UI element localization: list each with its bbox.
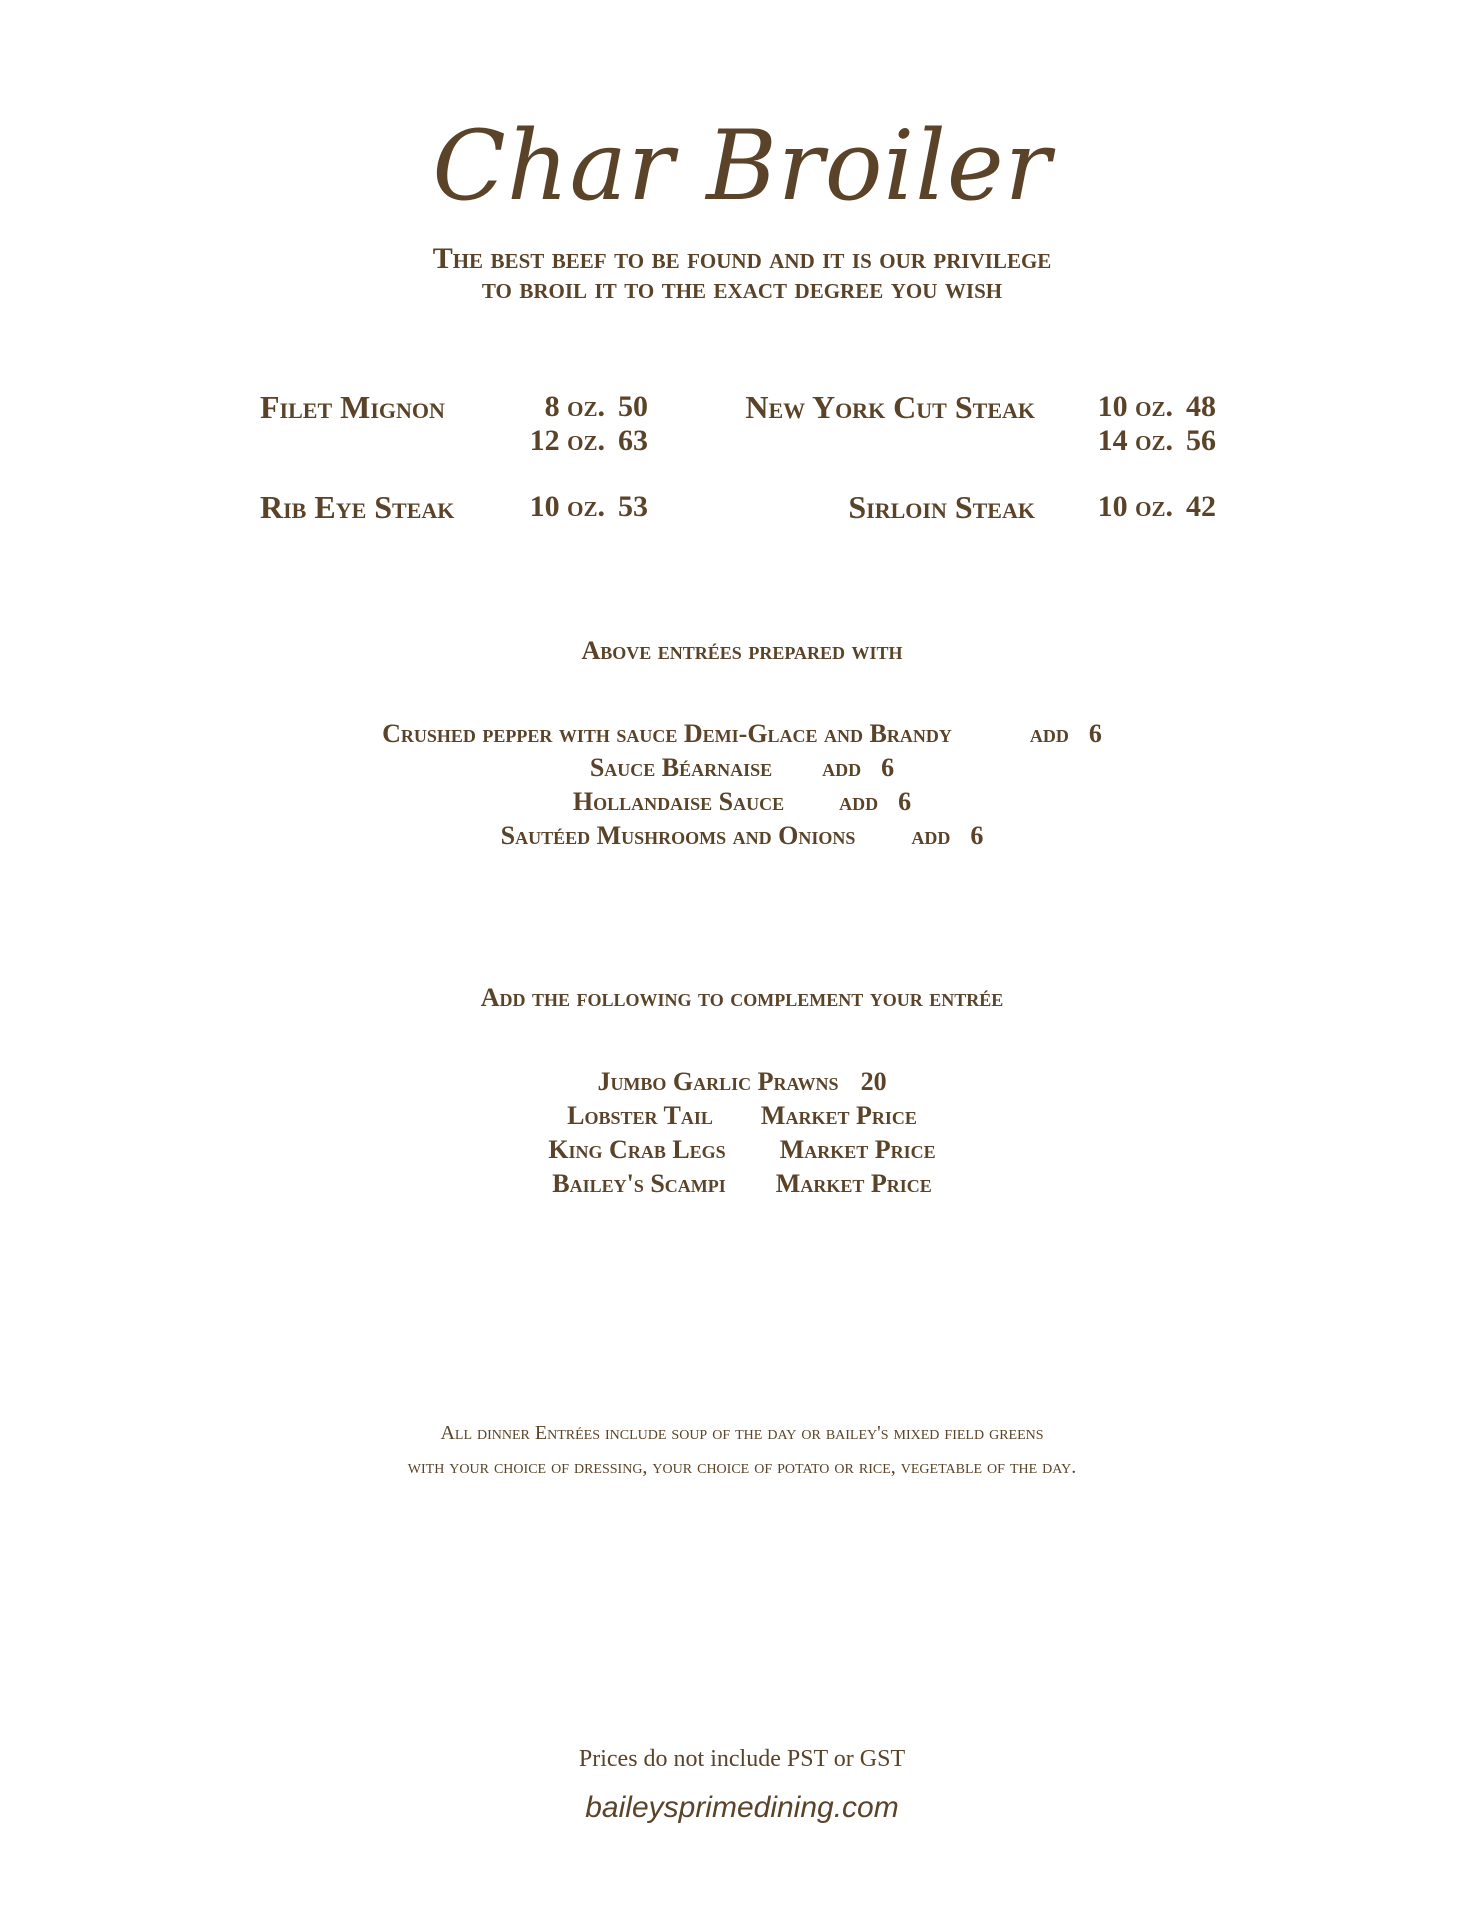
complement-name: Lobster Tail [567,1101,713,1130]
complements-heading: Add the following to complement your entrée [480,983,1004,1012]
steak-size: 10 oz. [1097,390,1173,423]
steak-price: 53 [618,490,648,523]
intro-line: to broil it to the exact degree you wish [481,272,1003,305]
entree-inclusions-note [0,1416,1484,1484]
list-item [0,1167,1484,1201]
steak-price: 63 [618,424,648,457]
menu-title: Char Broiler [432,110,1052,222]
preparation-name: Crushed pepper with sauce Demi-Glace and Brandy [382,719,952,748]
add-label: add [1029,719,1069,748]
steak-size: 8 oz. [544,390,605,423]
preparations-heading: Above entrées prepared with [581,636,903,665]
complement-price: 20 [860,1067,887,1096]
steak-size: 10 oz. [1097,490,1173,523]
preparation-price: 6 [881,753,895,782]
list-item [0,751,1484,785]
complements-list [0,1065,1484,1201]
website-link[interactable]: baileysprimedining.com [585,1791,899,1824]
preparation-price: 6 [898,787,912,816]
note-line: All dinner Entrées include soup of the day or bailey's mixed field greens [440,1422,1044,1444]
complement-price: Market Price [760,1101,917,1130]
list-item [0,785,1484,819]
list-item [0,1065,1484,1099]
steak-price: 42 [1186,490,1216,523]
steak-price: 48 [1186,390,1216,423]
complement-price: Market Price [779,1135,936,1164]
note-line: with your choice of dressing, your choice of potato or rice, vegetable of the day. [407,1456,1077,1478]
preparation-name: Sautéed Mushrooms and Onions [500,821,856,850]
steak-price: 56 [1186,424,1216,457]
steak-name-new-york-cut: New York Cut Steak [745,389,1035,425]
list-item [0,1133,1484,1167]
preparation-name: Hollandaise Sauce [572,787,785,816]
complement-name: Jumbo Garlic Prawns [597,1067,839,1096]
complement-name: Bailey's Scampi [552,1169,726,1198]
steak-size: 14 oz. [1097,424,1173,457]
add-label: add [839,787,879,816]
add-label: add [822,753,862,782]
list-item [0,1099,1484,1133]
preparation-price: 6 [970,821,984,850]
steak-name-sirloin: Sirloin Steak [848,489,1035,525]
steak-name-rib-eye: Rib Eye Steak [260,489,455,525]
intro-text [0,244,1484,304]
steak-price: 50 [618,390,648,423]
intro-line: The best beef to be found and it is our privilege [432,242,1052,275]
preparations-list [0,717,1484,853]
complement-price: Market Price [775,1169,932,1198]
complement-name: King Crab Legs [548,1135,726,1164]
preparation-price: 6 [1088,719,1102,748]
list-item [0,819,1484,853]
list-item [0,717,1484,751]
steak-size: 12 oz. [529,424,605,457]
tax-disclaimer: Prices do not include PST or GST [578,1746,906,1772]
add-label: add [911,821,951,850]
preparation-name: Sauce Béarnaise [589,753,773,782]
steak-size: 10 oz. [529,490,605,523]
steak-name-filet-mignon: Filet Mignon [260,389,445,425]
